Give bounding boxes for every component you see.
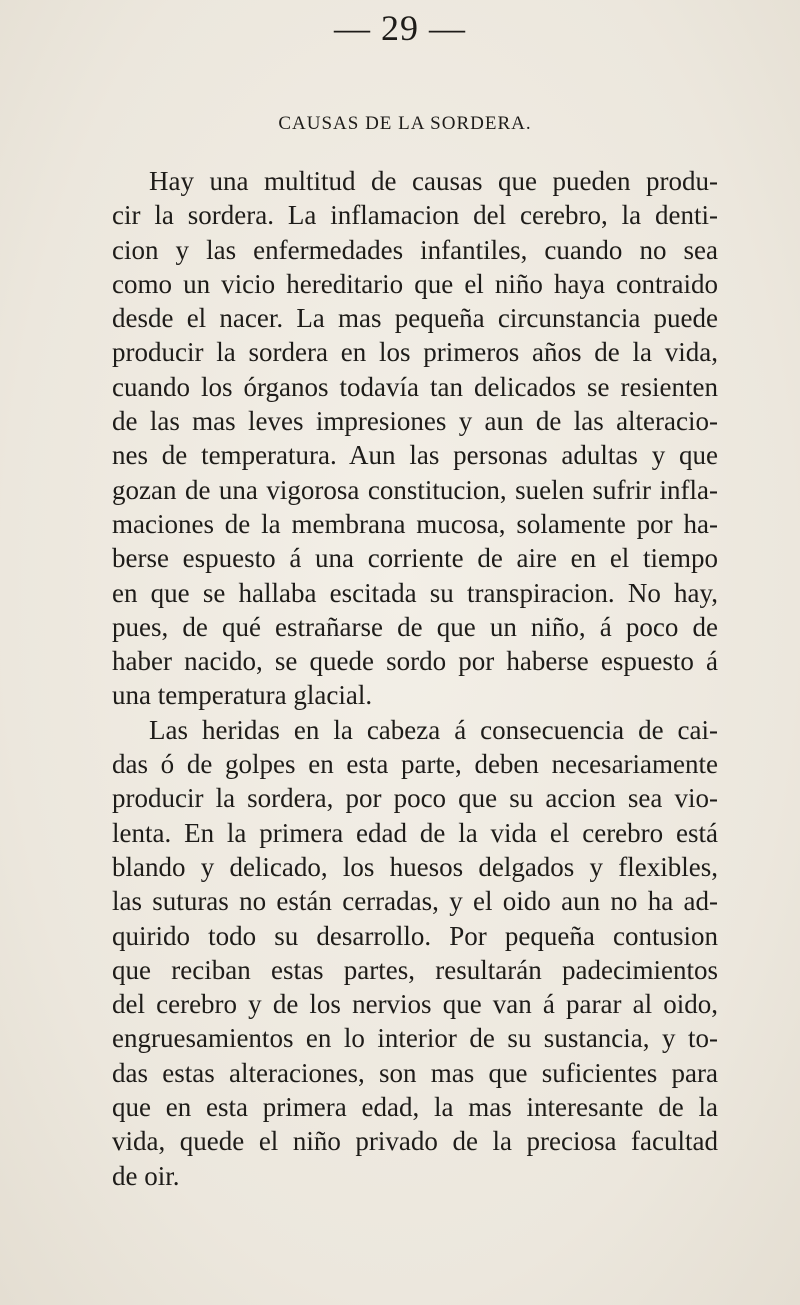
- text-line: Hay una multitud de causas que pueden produ-: [149, 166, 718, 196]
- text-line: Las heridas en la cabeza á consecuencia de cai-: [149, 714, 718, 745]
- text-line: blando y delicado, los huesos delgados y flexibles,: [112, 851, 718, 882]
- section-title: CAUSAS DE LA SORDERA.: [278, 113, 532, 134]
- text-line: que en esta primera edad, la mas interesante de la: [112, 1092, 718, 1123]
- text-line: producir la sordera, por poco que su accion sea vio-: [112, 783, 718, 814]
- text-line: engruesamientos en lo interior de su sustancia, y to-: [112, 1023, 718, 1054]
- text-line: en que se hallaba escitada su transpiracion. No hay,: [112, 577, 718, 608]
- page-number: — 29 —: [334, 8, 466, 48]
- text-line: que reciban estas partes, resultarán padecimientos: [112, 954, 718, 985]
- text-line: das estas alteraciones, son mas que suficientes para: [112, 1057, 718, 1088]
- body-text: [112, 164, 718, 1193]
- text-line: das ó de golpes en esta parte, deben necesariamente: [112, 749, 718, 780]
- text-line: cuando los órganos todavía tan delicados se resienten: [112, 371, 718, 402]
- text-line: cir la sordera. La inflamacion del cerebro, la denti-: [112, 200, 718, 231]
- text-line: producir la sordera en los primeros años de la vida,: [112, 337, 718, 368]
- text-line: gozan de una vigorosa constitucion, suelen sufrir infla-: [112, 474, 718, 505]
- text-line: pues, de qué estrañarse de que un niño, á poco de: [112, 611, 718, 642]
- text-line: maciones de la membrana mucosa, solamente por ha-: [112, 508, 718, 539]
- text-line: como un vicio hereditario que el niño haya contraido: [112, 268, 718, 299]
- text-line: desde el nacer. La mas pequeña circunstancia puede: [112, 303, 718, 334]
- text-line: de oir.: [112, 1160, 180, 1191]
- text-line: lenta. En la primera edad de la vida el cerebro está: [112, 817, 718, 848]
- text-line: las suturas no están cerradas, y el oido aun no ha ad-: [112, 886, 718, 917]
- text-line: del cerebro y de los nervios que van á parar al oido,: [112, 989, 718, 1020]
- text-line: nes de temperatura. Aun las personas adultas y que: [112, 440, 718, 471]
- text-line: cion y las enfermedades infantiles, cuando no sea: [112, 234, 718, 265]
- text-line: berse espuesto á una corriente de aire en el tiempo: [112, 543, 718, 574]
- text-line: haber nacido, se quede sordo por haberse espuesto á: [112, 646, 718, 677]
- text-line: una temperatura glacial.: [112, 680, 373, 711]
- text-line: de las mas leves impresiones y aun de las alteracio-: [112, 406, 718, 437]
- text-line: vida, quede el niño privado de la preciosa facultad: [112, 1126, 718, 1157]
- text-line: quirido todo su desarrollo. Por pequeña contusion: [112, 920, 718, 951]
